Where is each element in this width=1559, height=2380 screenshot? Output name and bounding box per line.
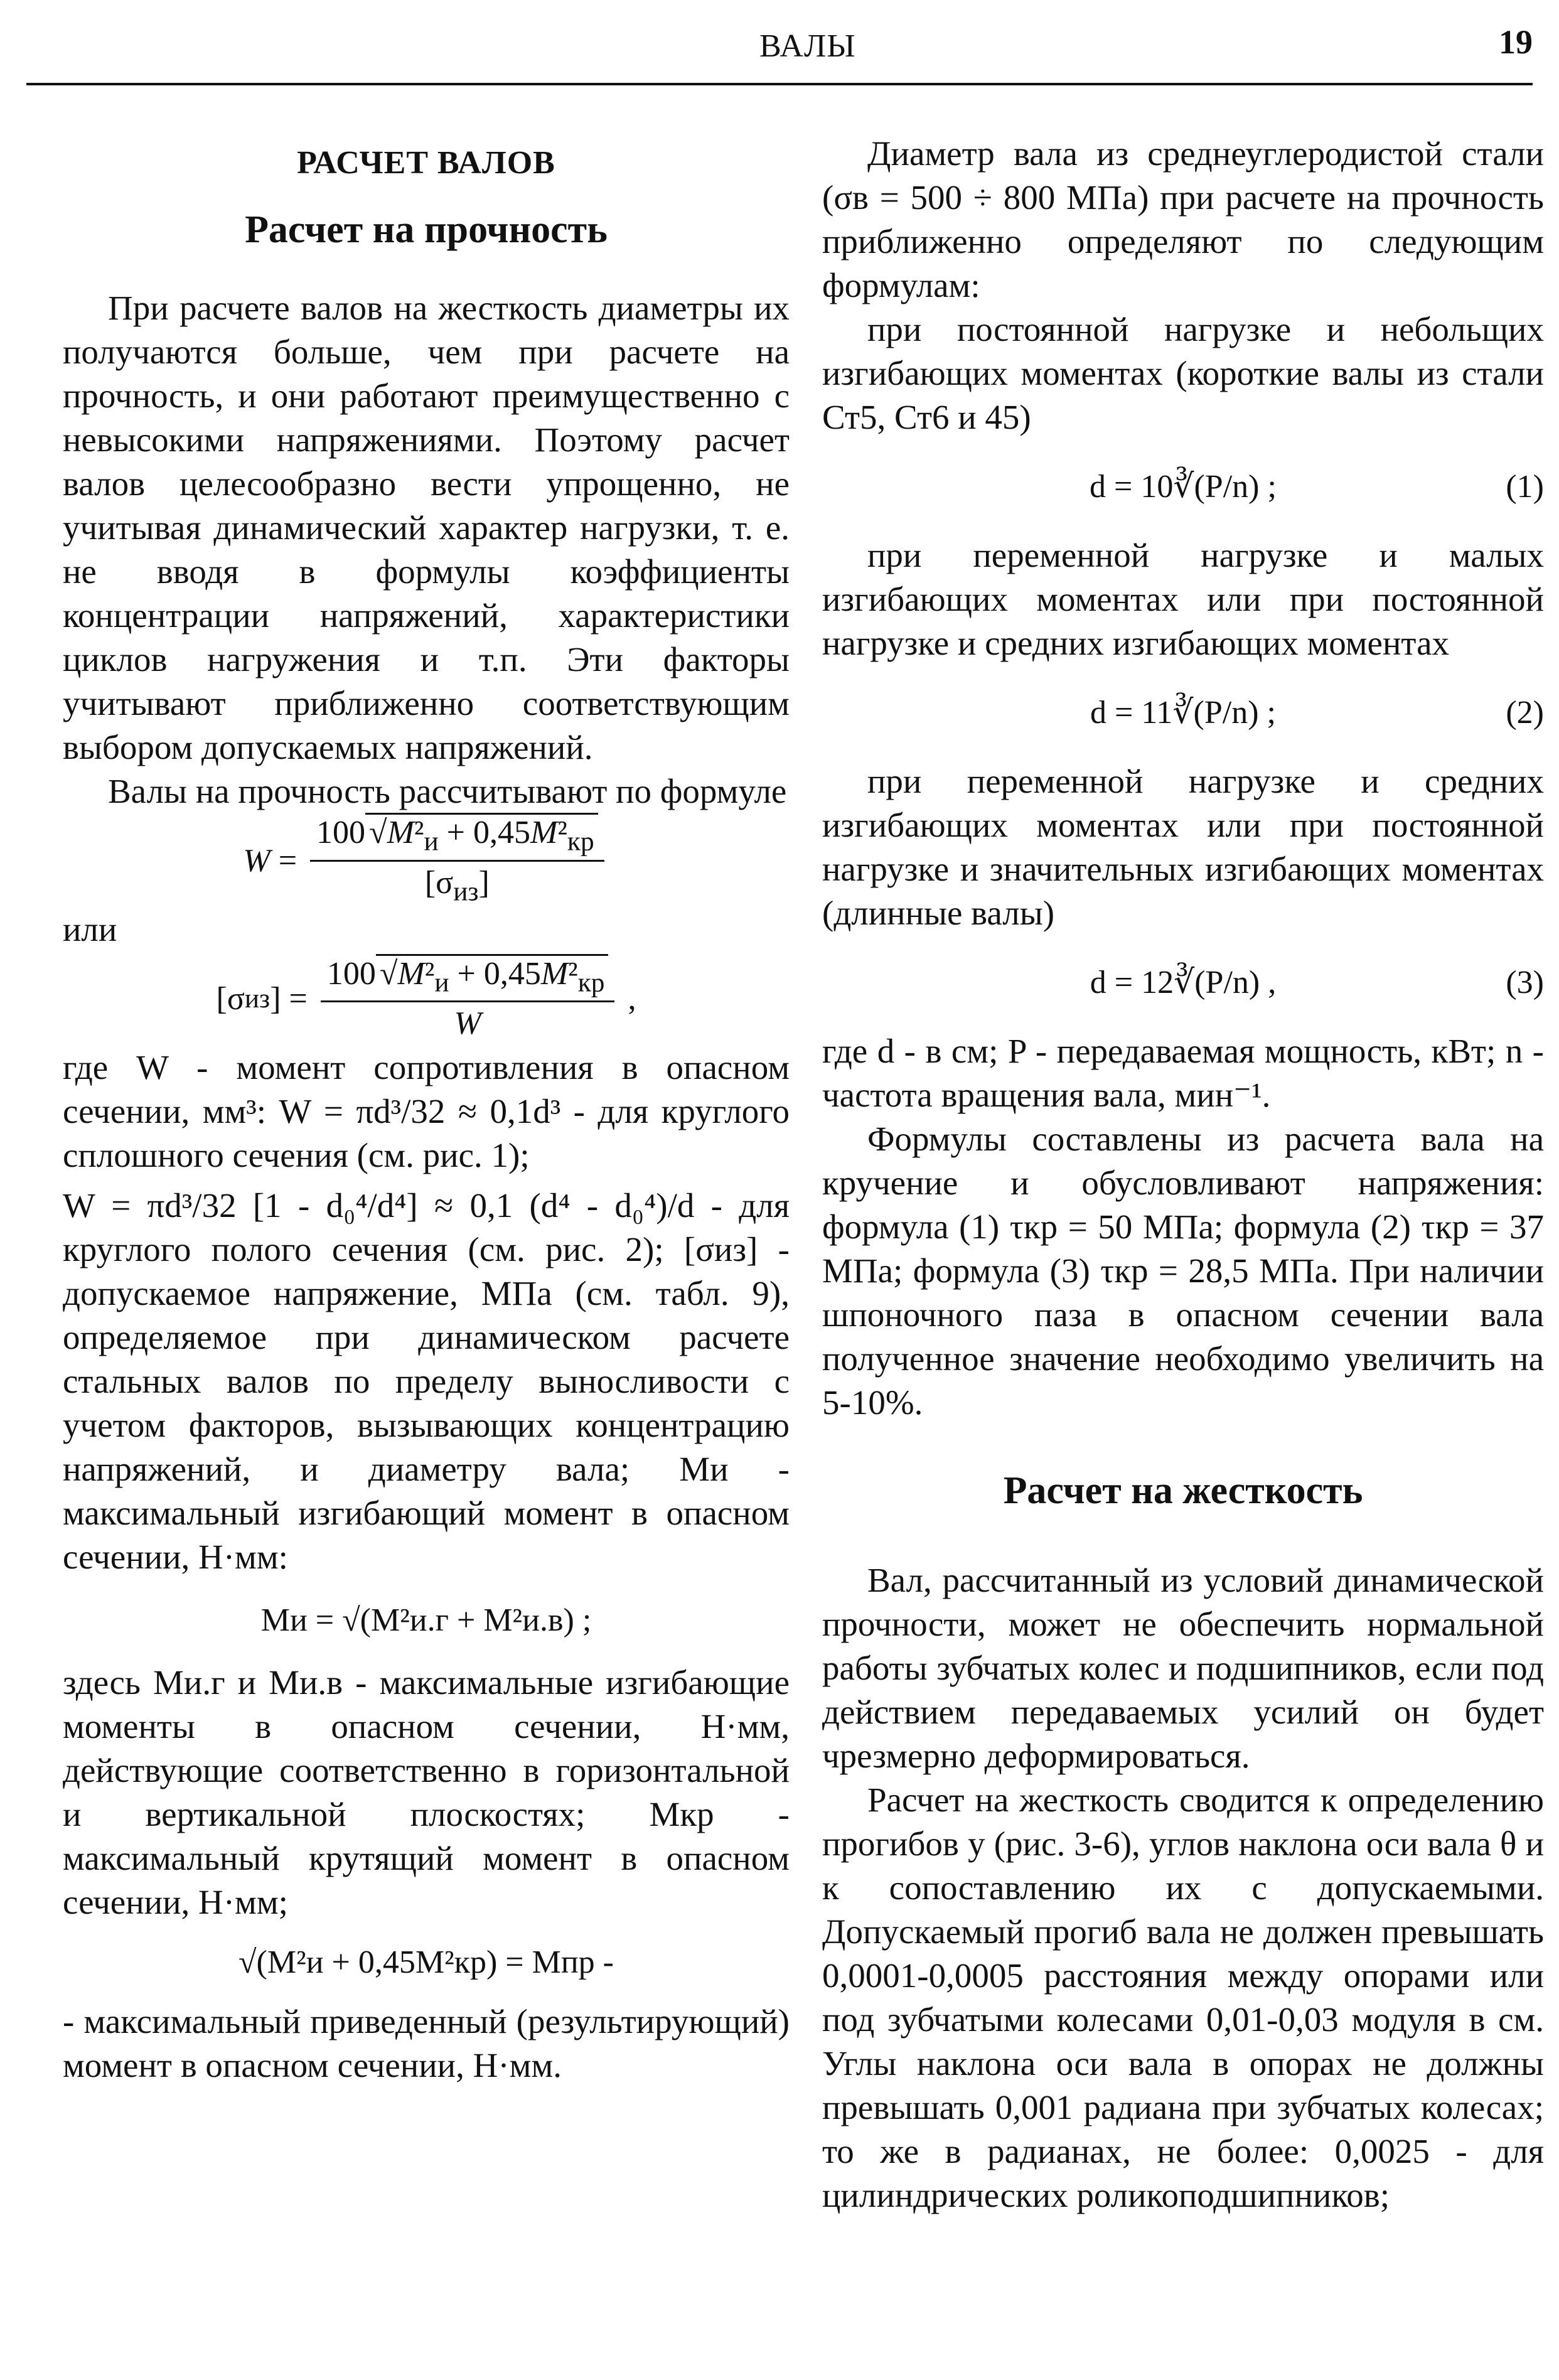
page-number: 19 — [1499, 23, 1533, 61]
running-title: ВАЛЫ — [759, 28, 856, 64]
or-text: или — [63, 910, 117, 948]
formula-2-text: d = 11∛(P/n) ; — [1090, 695, 1276, 731]
left-column — [63, 132, 790, 2088]
paragraph: Диаметр вала из среднеуглеродистой стали (σв = 500 ÷ 800 МПа) при расчете на прочность приближенно определяют по следующим формулам: — [822, 134, 1544, 304]
formula-Mi: Mи = √(M²и.г + M²и.в) ; — [260, 1602, 592, 1638]
paragraph: Формулы составлены из расчета вала на кручение и обусловливают напряжения: формула (1) τкр = 50 МПа; формула (2) τкр = 37 МПа; формула (3) τкр = 28,5 МПа. При наличии шпоночного паза в опасном сечении вала полученное значение необходимо увеличить на 5-10%. — [822, 1120, 1544, 1422]
section-title: РАСЧЕТ ВАЛОВ — [297, 145, 555, 181]
formula-3-text: d = 12∛(P/n) , — [1090, 965, 1277, 1000]
formula-W: W = $\frac{100 √M^2_и + 0,45M^2_{кр}}{[\sigma_{из}]}$ — [63, 813, 790, 908]
subsection-title-stiffness: Расчет на жесткость — [1003, 1469, 1363, 1512]
paragraph: W = πd³/32 [1 - d₀⁴/d⁴] ≈ 0,1 (d⁴ - d₀⁴)/d - для круглого полого сечения (см. рис. 2); [σиз] - допускаемое напряжение, МПа (см. табл. 9), определяемое при динамическом расчете стальных валов по пределу выносливости с учетом факторов, вызывающих концентрацию напряжений, и диаметру вала; Mи - максимальный изгибающий момент в опасном сечении, Н·мм: — [63, 1186, 790, 1576]
right-column — [822, 132, 1544, 2217]
formula-1-text: d = 10∛(P/n) ; — [1090, 469, 1277, 505]
formula-1 — [822, 439, 1544, 533]
paragraph: При расчете валов на жесткость диаметры их получаются больше, чем при расчете на прочность, и они работают преимущественно с невысокими напряжениями. Поэтому расчет валов целесообразно вести упрощенно, не учитывая динамический характер нагрузки, т. е. не вводя в формулы коэффициенты концентрации напряжений, характеристики циклов нагружения и т.п. Эти факторы учитывают приближенно соответствующим выбором допускаемых напряжений. — [63, 289, 790, 766]
paragraph: Расчет на жесткость сводится к определению прогибов y (рис. 3-6), углов наклона оси вала θ и к сопоставлению их с допускаемыми. Допускаемый прогиб вала не должен превышать 0,0001-0,0005 расстояния между опорами или под зубчатыми колесами 0,01-0,03 модуля в см. Углы наклона оси вала в опорах не должны превышать 0,001 радиана при зубчатых колесах; то же в радианах, не более: 0,0025 - для цилиндрических роликоподшипников; — [822, 1781, 1544, 2214]
paragraph: Вал, рассчитанный из условий динамической прочности, может не обеспечить нормальной работы зубчатых колес и подшипников, если под действием передаваемых усилий он будет чрезмерно деформироваться. — [822, 1561, 1544, 1775]
paragraph: при постоянной нагрузке и небольщих изгибающих моментах (короткие валы из стали Ст5, Ст6 и 45) — [822, 310, 1544, 436]
formula-sigma: [σ из ] = $\frac{100 √M^2_и + 0,45M^2_{кр}}{W}$ , — [63, 951, 790, 1046]
formula-Mpr: √(M²и + 0,45M²кр) = Mпр - — [238, 1944, 614, 1980]
formula-1-number: (1) — [1506, 468, 1544, 505]
paragraph: при переменной нагрузке и малых изгибающих моментах или при постоянной нагрузке и средних изгибающих моментах — [822, 536, 1544, 662]
formula-3 — [822, 935, 1544, 1029]
subsection-title-strength: Расчет на прочность — [245, 208, 608, 251]
paragraph: где W - момент сопротивления в опасном сечении, мм³: W = πd³/32 ≈ 0,1d³ - для круглого сплошного сечения (см. рис. 1); — [63, 1048, 790, 1174]
formula-2 — [822, 665, 1544, 759]
formula-2-number: (2) — [1506, 694, 1544, 731]
paragraph: здесь Mи.г и Mи.в - максимальные изгибающие моменты в опасном сечении, Н·мм, действующие соответственно в горизонтальной и вертикальной плоскостях; Mкр - максимальный крутящий момент в опасном сечении, Н·мм; — [63, 1663, 790, 1921]
paragraph: Валы на прочность рассчитывают по формуле — [108, 772, 787, 810]
paragraph: - максимальный приведенный (результирующий) момент в опасном сечении, Н·мм. — [63, 2002, 790, 2084]
formula-3-number: (3) — [1506, 964, 1544, 1000]
paragraph: где d - в см; P - передаваемая мощность, кВт; n - частота вращения вала, мин⁻¹. — [822, 1032, 1544, 1114]
paragraph: при переменной нагрузке и средних изгибающих моментах или при постоянной нагрузке и значительных изгибающих моментах (длинные валы) — [822, 762, 1544, 932]
